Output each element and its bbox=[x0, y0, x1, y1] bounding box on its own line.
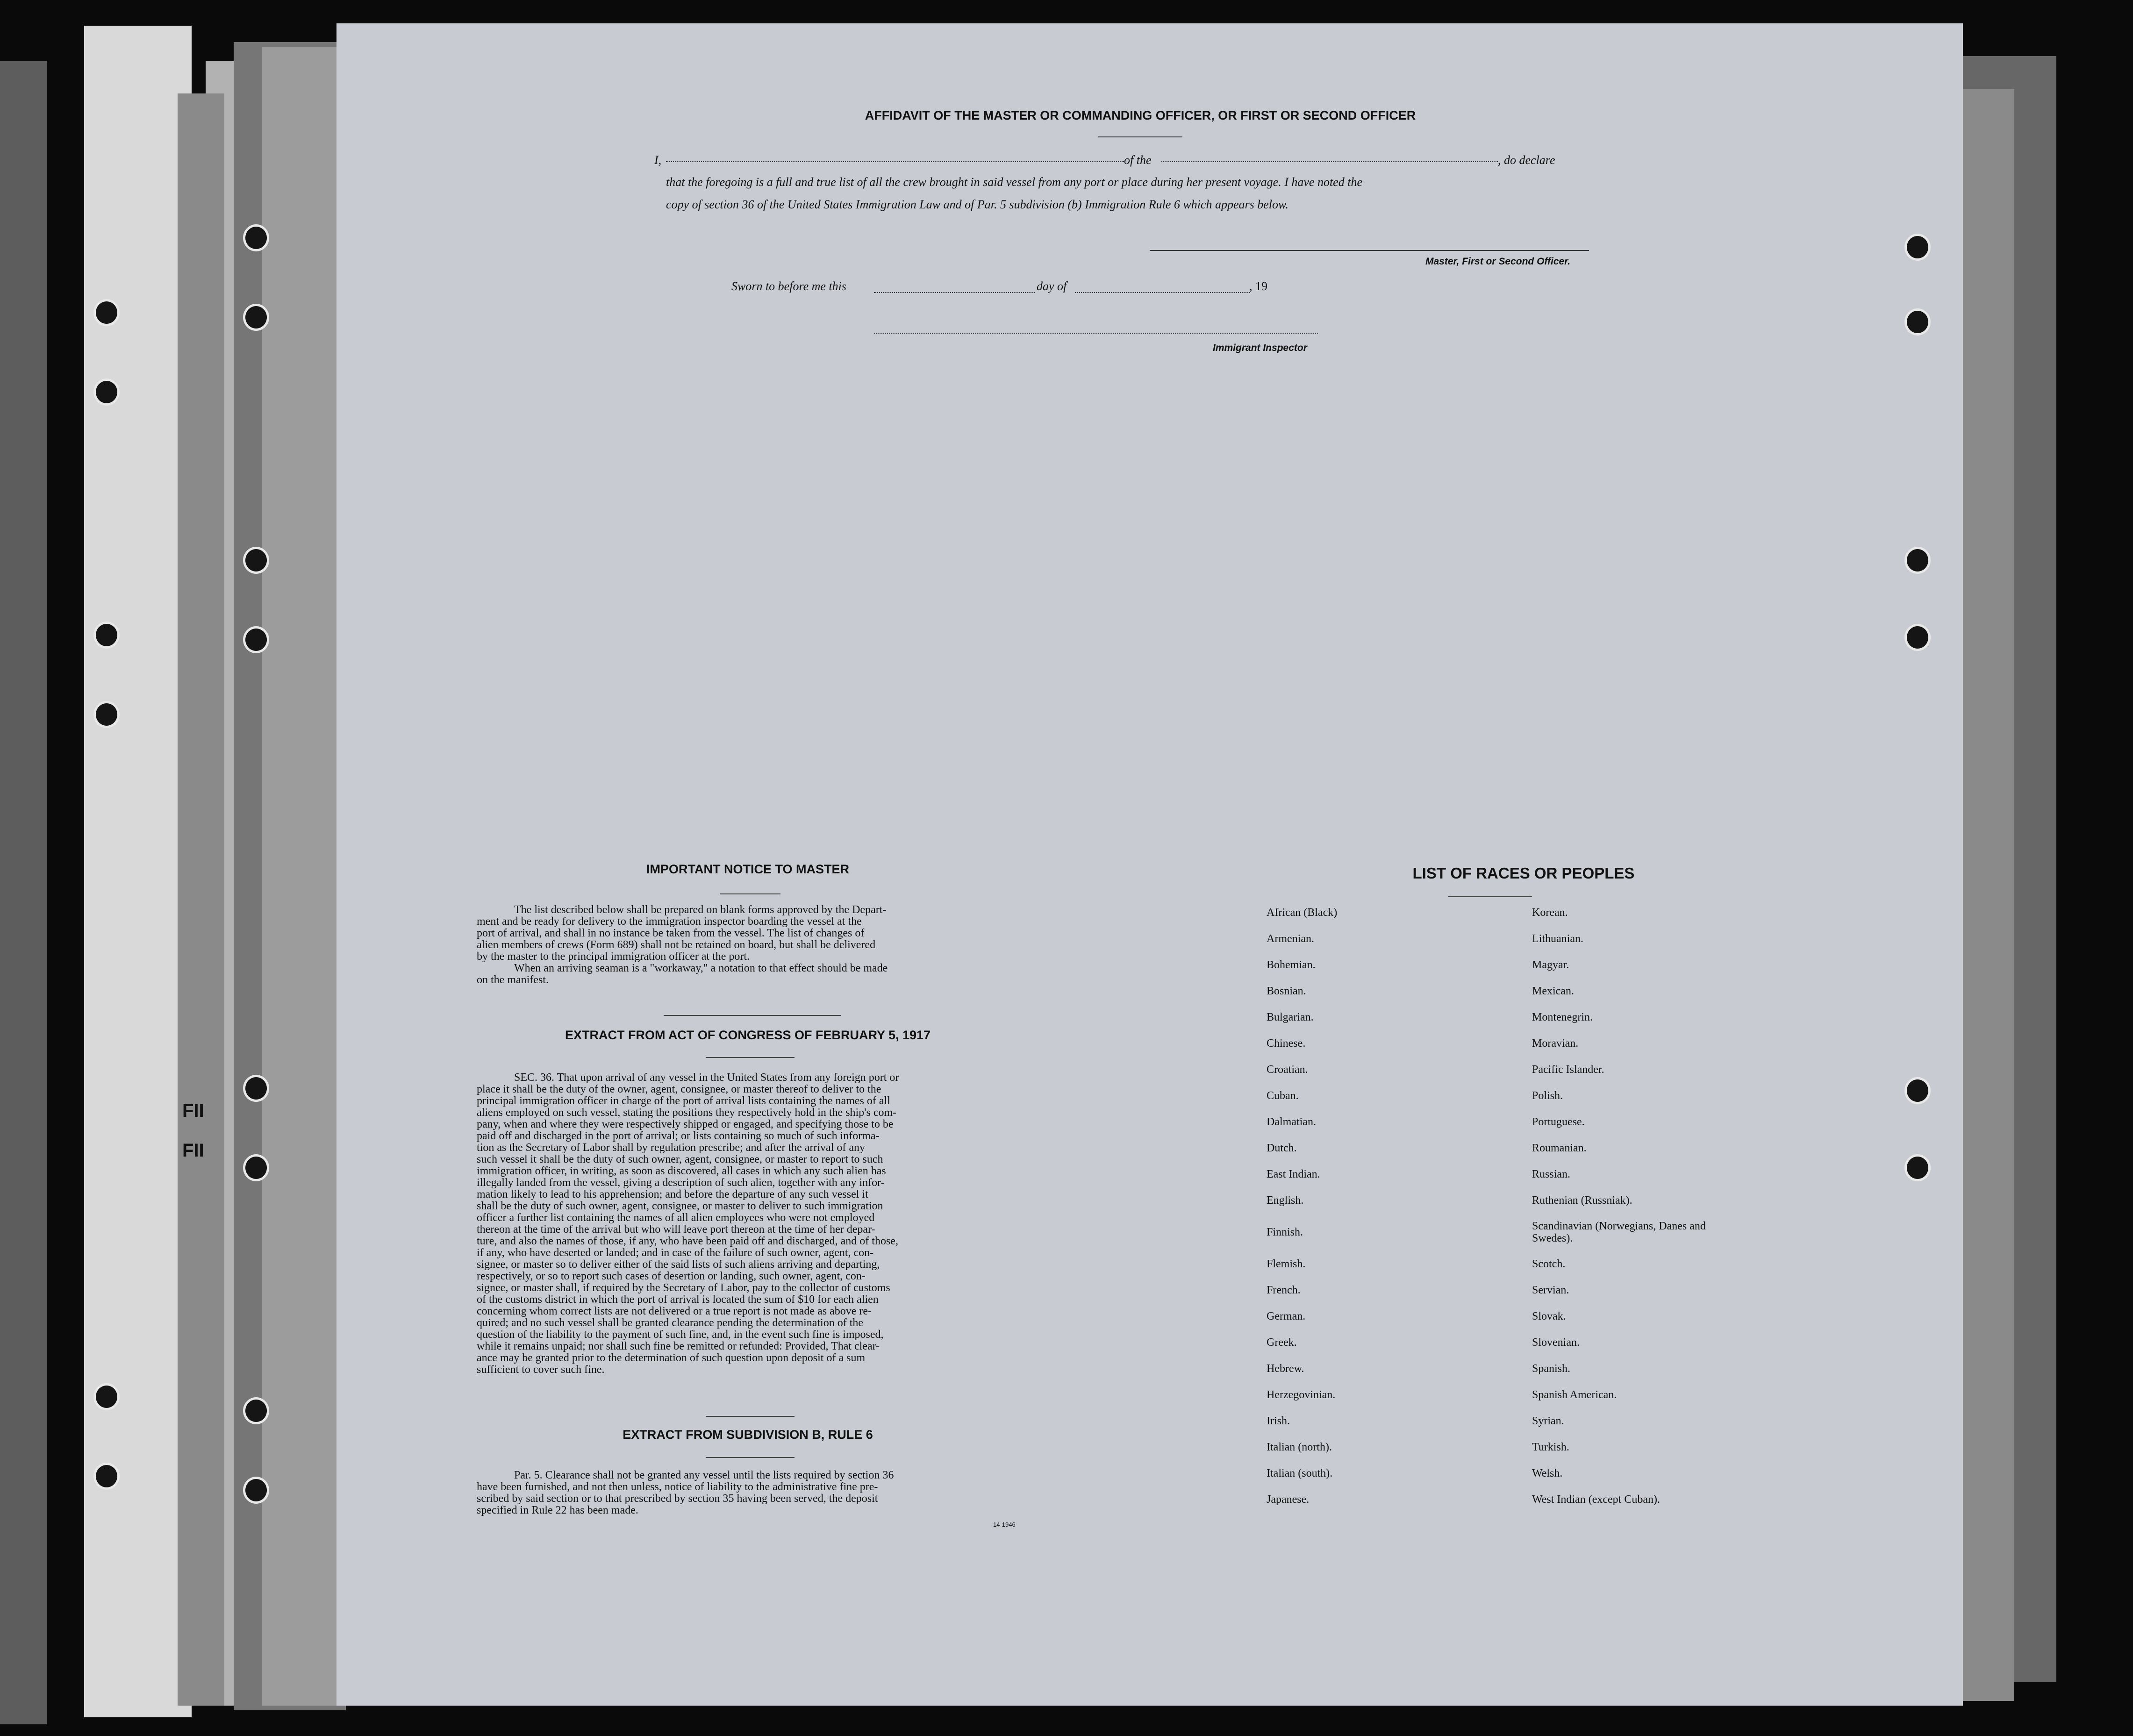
punch-hole-icon bbox=[93, 379, 120, 406]
race-item: Cuban. bbox=[1267, 1090, 1299, 1102]
punch-hole-icon bbox=[243, 1154, 269, 1181]
race-item: Armenian. bbox=[1267, 933, 1314, 945]
punch-hole-icon bbox=[93, 1383, 120, 1410]
race-item: Lithuanian. bbox=[1532, 933, 1583, 945]
text-line: of the customs district in which the port of arrival is located the sum of $10 for each alien bbox=[477, 1293, 879, 1306]
race-item: Roumanian. bbox=[1532, 1142, 1587, 1154]
master-signature-field[interactable] bbox=[1150, 250, 1589, 251]
text-line: while it remains unpaid; nor shall such fine be remitted or refunded: Provided, That clear- bbox=[477, 1340, 880, 1352]
text-line: specified in Rule 22 has been made. bbox=[477, 1504, 638, 1516]
punch-hole-icon bbox=[1904, 547, 1931, 574]
binding-edge-paper bbox=[84, 26, 192, 1717]
form-number: 14-1946 bbox=[993, 1521, 1016, 1528]
race-item: German. bbox=[1267, 1310, 1306, 1322]
text-line: illegally landed from the vessel, giving a description of such alien, together with any infor- bbox=[477, 1177, 885, 1189]
text-line: place it shall be the duty of the owner, agent, consignee, or master thereof to deliver to the bbox=[477, 1083, 881, 1095]
race-item: Dalmatian. bbox=[1267, 1116, 1316, 1128]
punch-hole-icon bbox=[1904, 624, 1931, 651]
affidavit-text-line: that the foregoing is a full and true list of all the crew brought in said vessel from any port or place during her present voyage. I have noted the bbox=[666, 175, 1362, 189]
punch-hole-icon bbox=[1904, 234, 1931, 261]
master-caption: Master, First or Second Officer. bbox=[1425, 256, 1571, 267]
text-line: port of arrival, and shall in no instance be taken from the vessel. The list of changes of bbox=[477, 927, 865, 939]
year-label: , 19 bbox=[1249, 279, 1267, 293]
section-rule bbox=[664, 1015, 841, 1016]
text-line: alien members of crews (Form 689) shall not be retained on board, but shall be delivered bbox=[477, 939, 876, 951]
race-item: Turkish. bbox=[1532, 1441, 1569, 1453]
vessel-name-field[interactable] bbox=[1161, 161, 1498, 162]
text-line: Par. 5. Clearance shall not be granted any vessel until the lists required by section 36 bbox=[514, 1469, 894, 1481]
day-of-label: day of bbox=[1037, 279, 1067, 293]
text-line: thereon at the time of the arrival but who will leave port thereon at the time of her depar- bbox=[477, 1223, 875, 1236]
race-item: West Indian (except Cuban). bbox=[1532, 1493, 1660, 1506]
punch-hole-icon bbox=[93, 299, 120, 326]
race-item: Chinese. bbox=[1267, 1037, 1306, 1050]
text-line: scribed by said section or to that prescribed by section 35 having been served, the deposit bbox=[477, 1493, 878, 1505]
text-line: signee, or master so to deliver either of the said lists of such aliens arriving and departing, bbox=[477, 1258, 880, 1271]
race-item: Spanish. bbox=[1532, 1363, 1571, 1375]
do-declare-label: , do declare bbox=[1498, 153, 1555, 167]
notice-body bbox=[477, 904, 1024, 986]
race-item: East Indian. bbox=[1267, 1168, 1320, 1180]
text-line: officer a further list containing the names of all alien employees who were not employed bbox=[477, 1212, 875, 1224]
punch-hole-icon bbox=[243, 547, 269, 574]
punch-hole-icon bbox=[1904, 1154, 1931, 1181]
race-item: Syrian. bbox=[1532, 1415, 1564, 1427]
extract-rule-body bbox=[477, 1470, 1024, 1516]
edge-fragment-text: FII bbox=[182, 1100, 204, 1121]
text-line: on the manifest. bbox=[477, 974, 549, 986]
races-title: LIST OF RACES OR PEOPLES bbox=[1412, 864, 1635, 882]
title-rule bbox=[1448, 896, 1532, 897]
race-item: Welsh. bbox=[1532, 1467, 1563, 1479]
text-line: have been furnished, and not then unless, notice of liability to the administrative fine pre- bbox=[477, 1481, 878, 1493]
text-line: ment and be ready for delivery to the immigration inspector boarding the vessel at the bbox=[477, 915, 862, 928]
text-line: quired; and no such vessel shall be granted clearance pending the determination of the bbox=[477, 1317, 864, 1329]
race-item: Slovenian. bbox=[1532, 1336, 1580, 1349]
text-line: When an arriving seaman is a "workaway," a notation to that effect should be made bbox=[514, 962, 888, 974]
race-item: Portuguese. bbox=[1532, 1116, 1585, 1128]
punch-hole-icon bbox=[93, 1463, 120, 1490]
of-the-label: of the bbox=[1124, 153, 1152, 167]
sworn-month-field[interactable] bbox=[1075, 292, 1250, 293]
text-line: sufficient to cover such fine. bbox=[477, 1364, 605, 1376]
title-rule bbox=[720, 893, 780, 894]
text-line: shall be the duty of such owner, agent, consignee, or master to deliver to such immigration bbox=[477, 1200, 883, 1212]
text-line: paid off and discharged in the port of arrival; or lists containing so much of such informa- bbox=[477, 1130, 880, 1142]
edge-fragment-text: FII bbox=[182, 1140, 204, 1161]
race-item: Herzegovinian. bbox=[1267, 1389, 1336, 1401]
race-item: Croatian. bbox=[1267, 1064, 1308, 1076]
text-line: if any, who have deserted or landed; and in case of the failure of such owner, agent, con- bbox=[477, 1247, 874, 1259]
punch-hole-icon bbox=[1904, 308, 1931, 336]
text-line: SEC. 36. That upon arrival of any vessel in the United States from any foreign port or bbox=[514, 1072, 899, 1084]
text-line: such vessel it shall be the duty of such owner, agent, consignee, or master to report to such bbox=[477, 1153, 883, 1165]
race-item: Moravian. bbox=[1532, 1037, 1579, 1050]
title-rule bbox=[1098, 136, 1182, 137]
text-line: respectively, or so to report such cases of desertion or landing, such owner, agent, con- bbox=[477, 1270, 866, 1282]
race-item: Hebrew. bbox=[1267, 1363, 1304, 1375]
race-item: Korean. bbox=[1532, 907, 1568, 919]
affidavit-title: AFFIDAVIT OF THE MASTER OR COMMANDING OFFICER, OR FIRST OR SECOND OFFICER bbox=[865, 108, 1416, 122]
sworn-day-field[interactable] bbox=[874, 292, 1035, 293]
text-line: mation likely to lead to his apprehension; and before the departure of any such vessel it bbox=[477, 1188, 868, 1200]
text-line: signee, or master shall, if required by the Secretary of Labor, pay to the collector of customs bbox=[477, 1282, 890, 1294]
race-item: Slovak. bbox=[1532, 1310, 1566, 1322]
race-item: Irish. bbox=[1267, 1415, 1290, 1427]
text-line: tion as the Secretary of Labor shall by regulation prescribe; and after the arrival of any bbox=[477, 1142, 865, 1154]
races-left-column bbox=[1267, 900, 1500, 1513]
race-item: Bohemian. bbox=[1267, 959, 1316, 971]
race-item: French. bbox=[1267, 1284, 1301, 1296]
race-item: Ruthenian (Russniak). bbox=[1532, 1194, 1632, 1207]
master-name-field[interactable] bbox=[666, 161, 1124, 162]
text-line: concerning whom correct lists are not delivered or a true report is not made as above re- bbox=[477, 1305, 872, 1317]
text-line: question of the liability to the payment of such fine, and, in the event such fine is imposed, bbox=[477, 1329, 884, 1341]
notice-title: IMPORTANT NOTICE TO MASTER bbox=[646, 862, 849, 876]
text-line: by the master to the principal immigration officer at the port. bbox=[477, 950, 750, 963]
race-item: African (Black) bbox=[1267, 907, 1338, 919]
title-rule bbox=[706, 1057, 795, 1058]
race-item: Bosnian. bbox=[1267, 985, 1306, 997]
race-item: Bulgarian. bbox=[1267, 1011, 1314, 1023]
title-rule bbox=[706, 1457, 795, 1458]
extract-act-body bbox=[477, 1072, 1024, 1376]
punch-hole-icon bbox=[243, 1397, 269, 1424]
punch-hole-icon bbox=[243, 1477, 269, 1504]
text-line: ture, and also the names of those, if any, who have been paid off and discharged, and of those, bbox=[477, 1235, 898, 1247]
binding-edge-dark bbox=[0, 61, 47, 1724]
text-line: immigration officer, in writing, as soon as discovered, all cases in which any such alien has bbox=[477, 1165, 886, 1177]
race-item: Russian. bbox=[1532, 1168, 1571, 1180]
race-item: Italian (north). bbox=[1267, 1441, 1332, 1453]
punch-hole-icon bbox=[93, 622, 120, 649]
text-line: ance may be granted prior to the determination of such question upon deposit of a sum bbox=[477, 1352, 866, 1364]
race-item: Pacific Islander. bbox=[1532, 1064, 1604, 1076]
race-item: Magyar. bbox=[1532, 959, 1569, 971]
text-line: principal immigration officer in charge of the port of arrival lists containing the names of all bbox=[477, 1095, 890, 1107]
race-item: Scotch. bbox=[1532, 1258, 1566, 1270]
race-item: Spanish American. bbox=[1532, 1389, 1617, 1401]
punch-hole-icon bbox=[243, 304, 269, 331]
race-item: Dutch. bbox=[1267, 1142, 1297, 1154]
race-item: Italian (south). bbox=[1267, 1467, 1333, 1479]
race-item: Mexican. bbox=[1532, 985, 1574, 997]
race-item: Finnish. bbox=[1267, 1226, 1303, 1238]
race-item: Greek. bbox=[1267, 1336, 1297, 1349]
text-line: pany, when and where they were respectively shipped or engaged, and specifying those to be bbox=[477, 1118, 894, 1130]
punch-hole-icon bbox=[243, 1075, 269, 1102]
race-item: Montenegrin. bbox=[1532, 1011, 1593, 1023]
extract-rule-title: EXTRACT FROM SUBDIVISION B, RULE 6 bbox=[623, 1428, 873, 1442]
punch-hole-icon bbox=[243, 626, 269, 653]
punch-hole-icon bbox=[1904, 1077, 1931, 1104]
punch-hole-icon bbox=[243, 224, 269, 251]
affidavit-text-line: copy of section 36 of the United States Immigration Law and of Par. 5 subdivision (b) Immigration Rule 6 which appears below. bbox=[666, 198, 1288, 211]
race-item: Servian. bbox=[1532, 1284, 1569, 1296]
races-right-column bbox=[1532, 900, 1728, 1513]
section-rule bbox=[706, 1416, 795, 1417]
race-item: Scandinavian (Norwegians, Danes and Swedes). bbox=[1532, 1220, 1706, 1244]
text-line: The list described below shall be prepared on blank forms approved by the Depart- bbox=[514, 904, 887, 916]
inspector-signature-field[interactable] bbox=[874, 333, 1318, 334]
text-line: aliens employed on such vessel, stating the positions they respectively hold in the ship's com- bbox=[477, 1107, 897, 1119]
binding-edge-layer bbox=[178, 93, 224, 1706]
race-item: Flemish. bbox=[1267, 1258, 1306, 1270]
i-label: I, bbox=[654, 153, 662, 167]
race-item: Polish. bbox=[1532, 1090, 1563, 1102]
inspector-caption: Immigrant Inspector bbox=[1213, 343, 1307, 353]
punch-hole-icon bbox=[93, 701, 120, 728]
race-item: Japanese. bbox=[1267, 1493, 1310, 1506]
sworn-label: Sworn to before me this bbox=[731, 279, 847, 293]
extract-act-title: EXTRACT FROM ACT OF CONGRESS OF FEBRUARY 5, 1917 bbox=[565, 1028, 931, 1042]
race-item: English. bbox=[1267, 1194, 1304, 1207]
